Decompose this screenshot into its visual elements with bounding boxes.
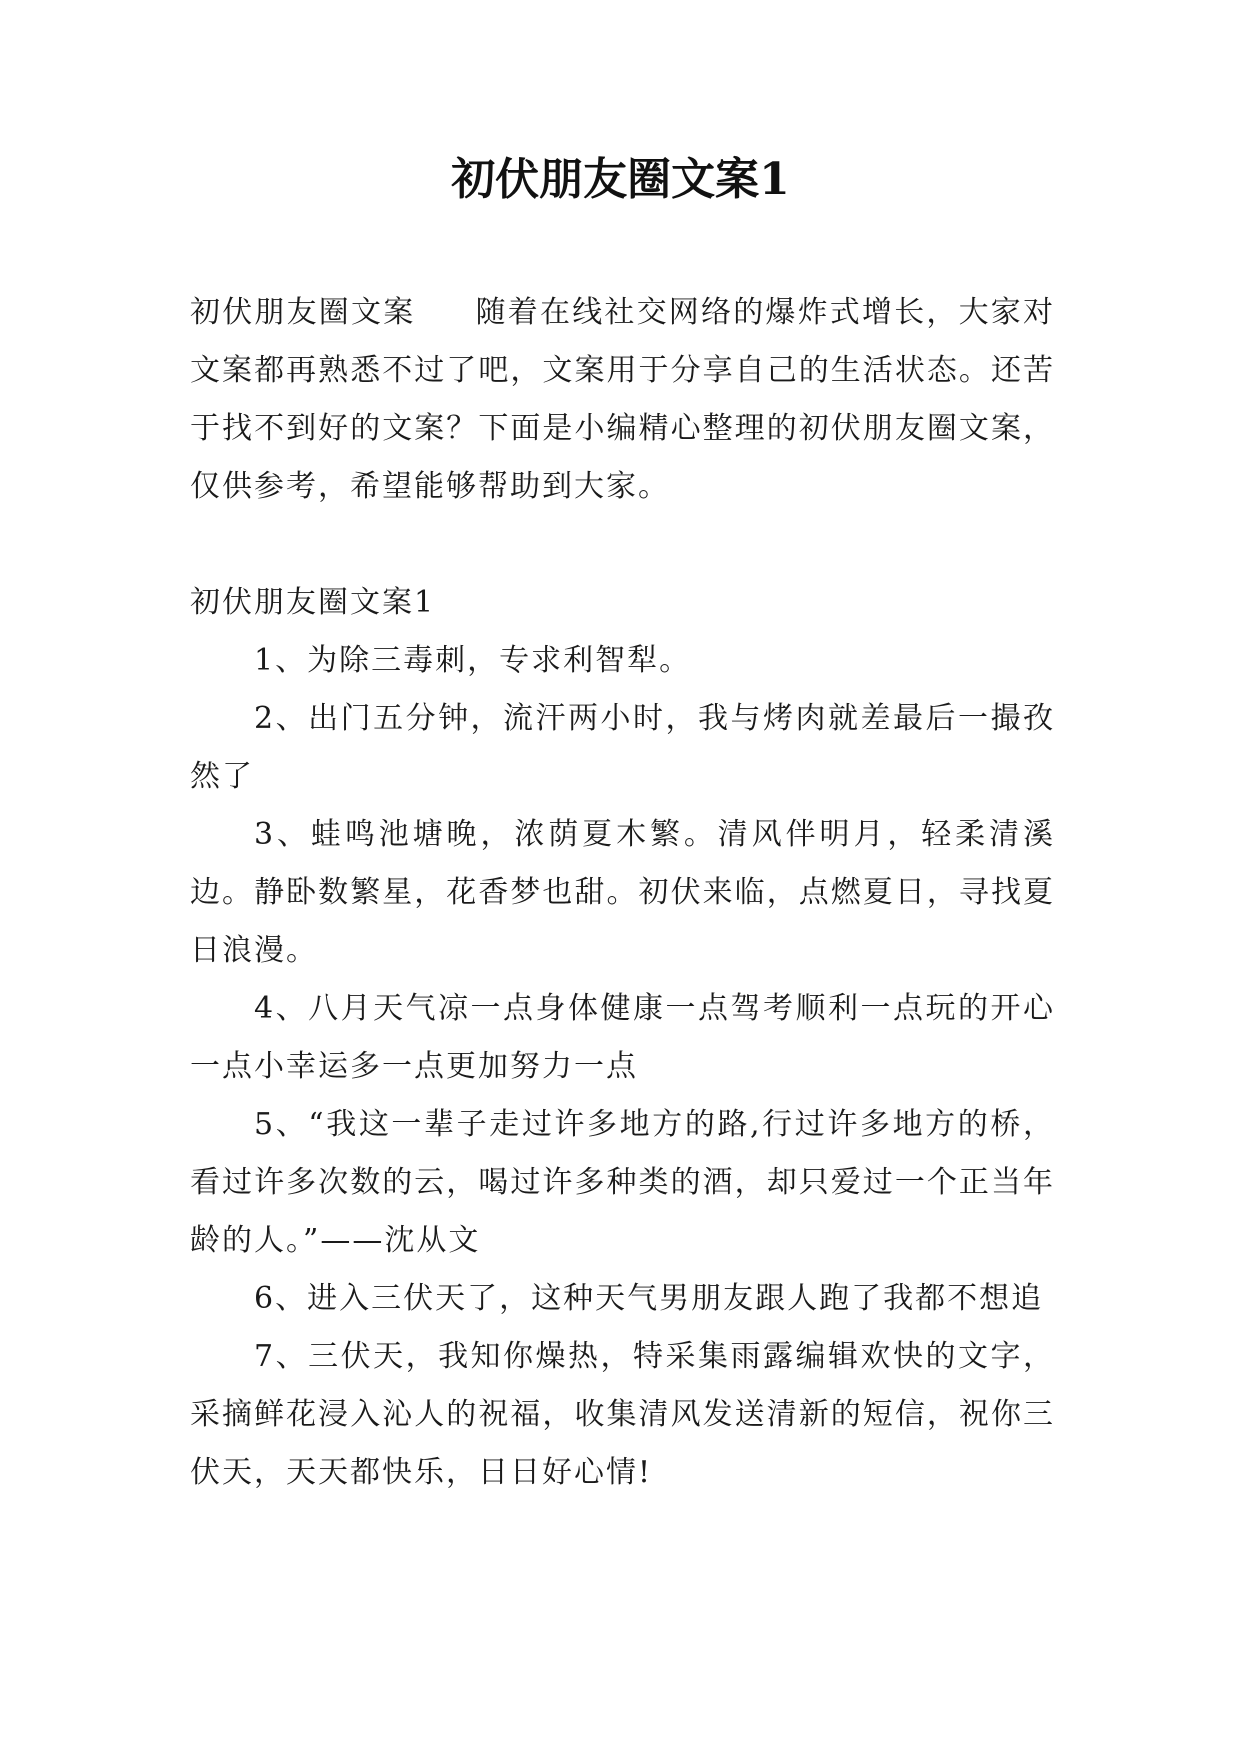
list-item-7: 7、三伏天，我知你燥热，特采集雨露编辑欢快的文字，采摘鲜花浸入沁人的祝福，收集清风发送清新的短信，祝你三伏天，天天都快乐，日日好心情!: [190, 1339, 1055, 1490]
section-heading: 初伏朋友圈文案1: [190, 585, 436, 620]
document-title: 初伏朋友圈文案1: [451, 154, 790, 205]
list-item-3: 3、蛙鸣池塘晚，浓荫夏木繁。清风伴明月，轻柔清溪边。静卧数繁星，花香梦也甜。初伏来临，点燃夏日，寻找夏日浪漫。: [190, 817, 1055, 968]
list-item-4: 4、八月天气凉一点身体健康一点驾考顺利一点玩的开心一点小幸运多一点更加努力一点: [190, 991, 1055, 1084]
intro-lead: 初伏朋友圈文案: [190, 295, 416, 330]
document-body: [190, 284, 1055, 1502]
intro-paragraph: [190, 284, 1055, 516]
list-item-2: 2、出门五分钟，流汗两小时，我与烤肉就差最后一撮孜然了: [190, 701, 1055, 794]
list-item-6: 6、进入三伏天了，这种天气男朋友跟人跑了我都不想追: [254, 1281, 1044, 1316]
list-item-5: 5、“我这一辈子走过许多地方的路,行过许多地方的桥，看过许多次数的云，喝过许多种类的酒，却只爱过一个正当年龄的人。”——沈从文: [190, 1107, 1055, 1258]
list-item-1: 1、为除三毒刺，专求利智犁。: [254, 643, 692, 678]
intro-text: 随着在线社交网络的爆炸式增长，大家对文案都再熟悉不过了吧，文案用于分享自己的生活状态。还苦于找不到好的文案？下面是小编精心整理的初伏朋友圈文案，仅供参考，希望能够帮助到大家。: [190, 295, 1056, 504]
